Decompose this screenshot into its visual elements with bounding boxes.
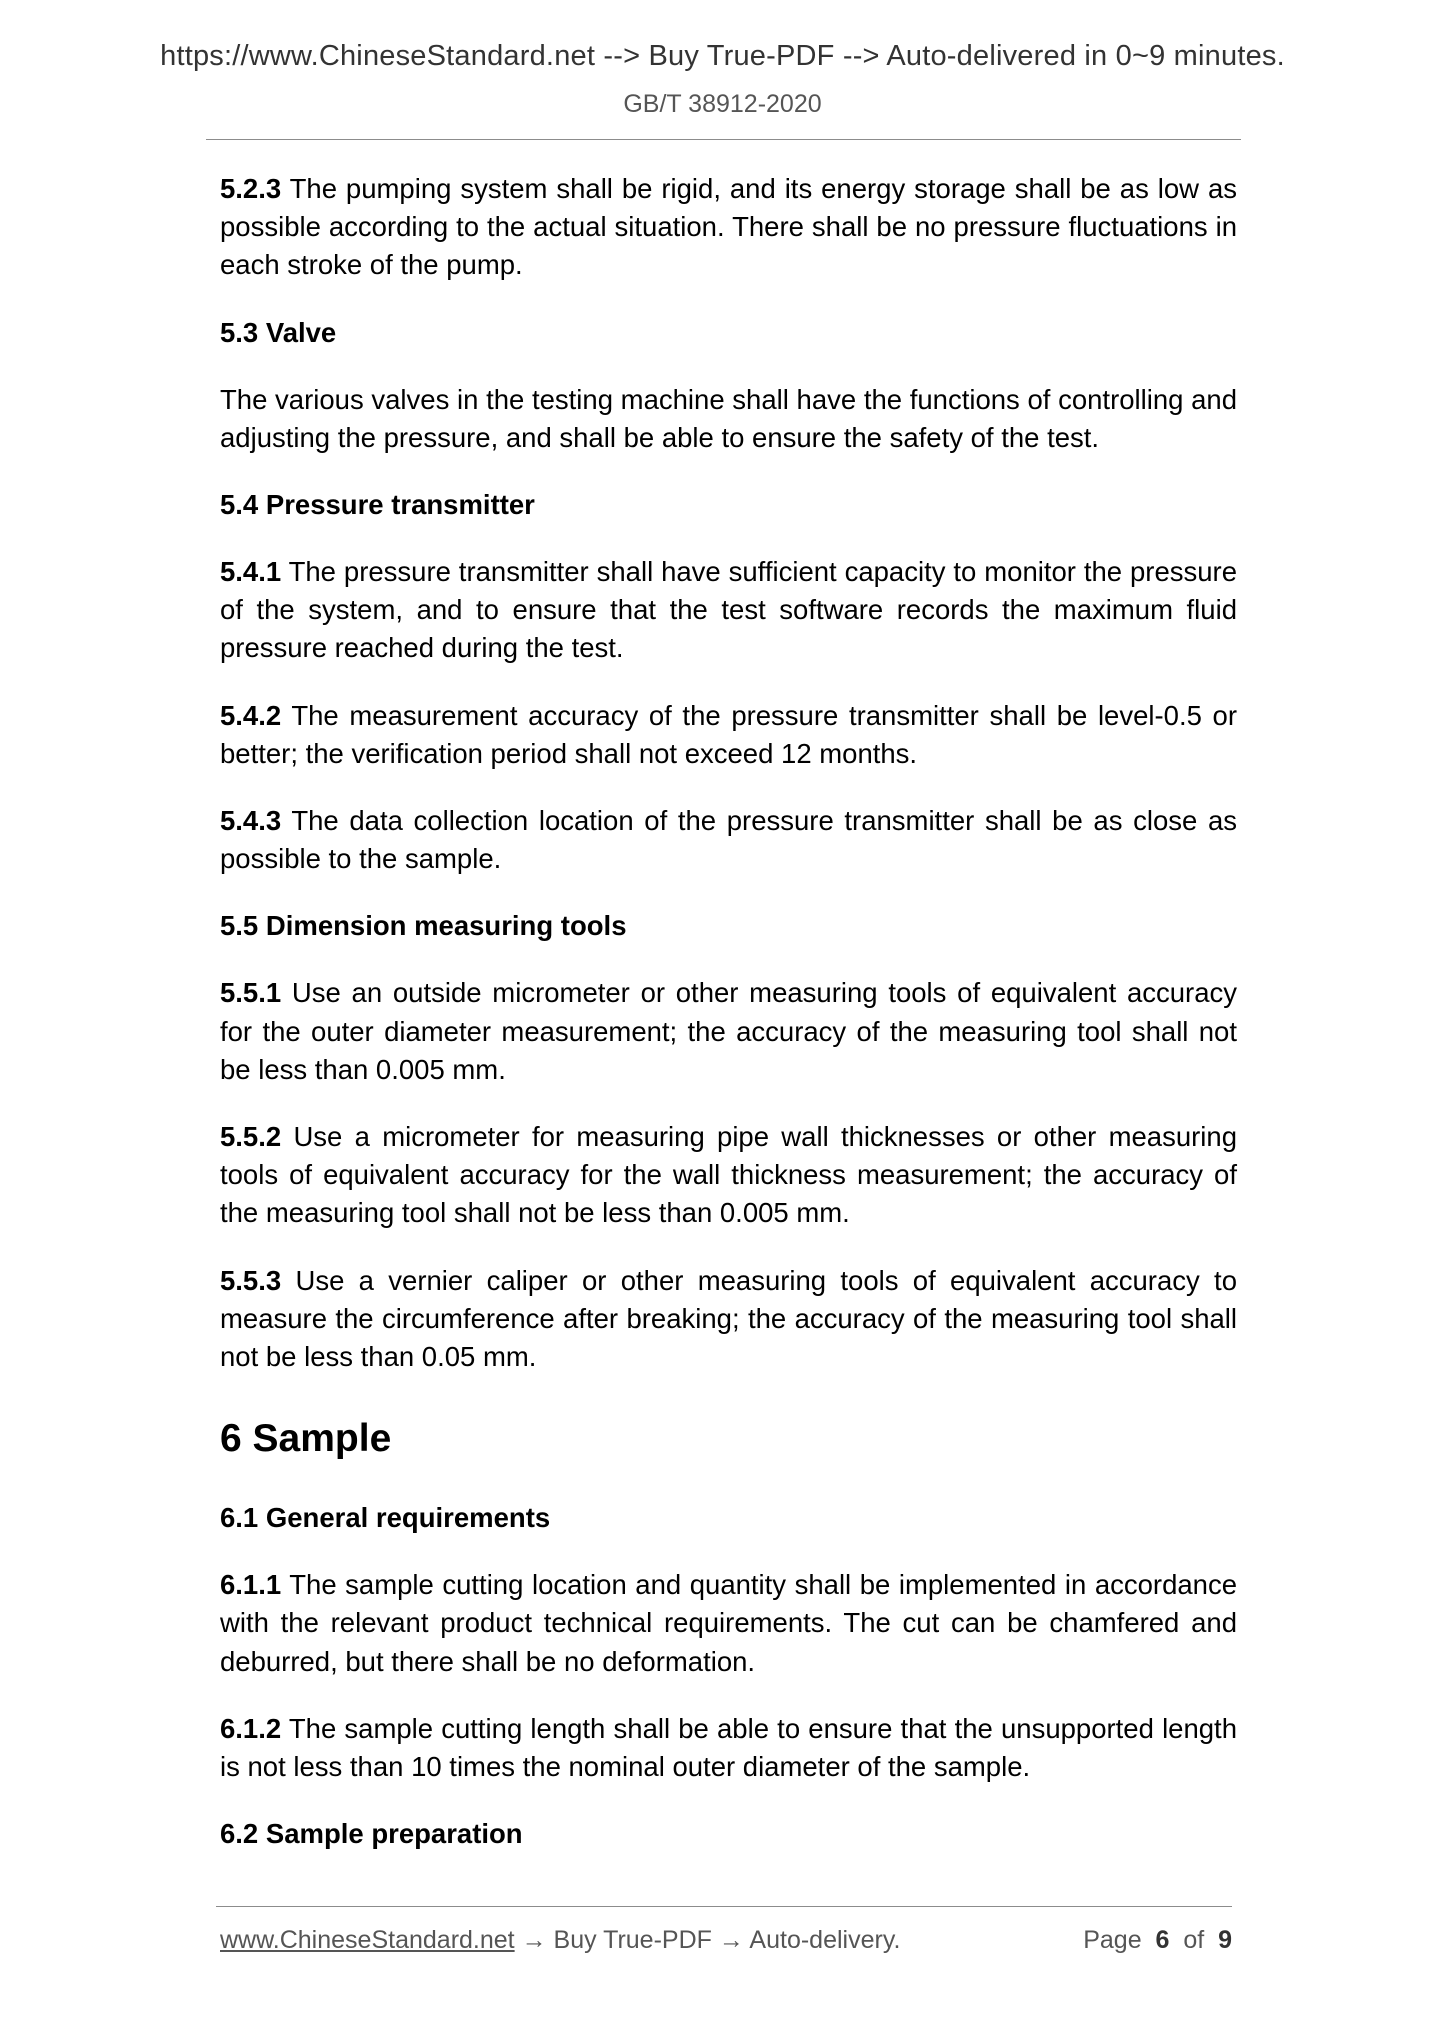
page-label: Page — [1083, 1926, 1142, 1954]
of-label: of — [1183, 1926, 1205, 1954]
clause-number: 5.5.3 — [220, 1264, 282, 1296]
total-pages: 9 — [1218, 1926, 1232, 1954]
clause-6-1-1 — [220, 1566, 1237, 1681]
clause-text: Use an outside micrometer or other measuring tools of equivalent accuracy for the outer diameter measurement; the accuracy of the measuring tool shall not be less than 0.005 mm. — [220, 977, 1237, 1085]
clause-number: 5.4.3 — [220, 805, 282, 837]
header-divider — [206, 139, 1241, 140]
page-number — [1083, 1926, 1232, 1955]
heading-5-5: 5.5 Dimension measuring tools — [220, 910, 627, 942]
clause-5-5-1 — [220, 974, 1237, 1089]
chapter-heading-6: 6 Sample — [220, 1417, 392, 1461]
footer-delivery-text: Auto-delivery. — [749, 1926, 901, 1954]
heading-6-1: 6.1 General requirements — [220, 1502, 551, 1534]
clause-5-5-3 — [220, 1262, 1237, 1377]
clause-number: 5.4.1 — [220, 556, 282, 588]
header-standard-code: GB/T 38912-2020 — [623, 90, 822, 118]
clause-5-5-2 — [220, 1118, 1237, 1233]
document-body — [220, 170, 1237, 1882]
heading-6-2: 6.2 Sample preparation — [220, 1818, 523, 1850]
clause-text: Use a micrometer for measuring pipe wall thicknesses or other measuring tools of equivalent accuracy for the wall thickness measurement; the accuracy of the measuring tool shall not be less than 0.005 mm. — [220, 1121, 1237, 1229]
clause-text: The measurement accuracy of the pressure transmitter shall be level-0.5 or better; the verification period shall not exceed 12 months. — [220, 699, 1237, 769]
footer-arrow-icon: → — [711, 1926, 750, 1954]
clause-number: 5.4.2 — [220, 699, 282, 731]
heading-5-4: 5.4 Pressure transmitter — [220, 489, 535, 521]
clause-text: The sample cutting location and quantity shall be implemented in accordance with the relevant product technical requirements. The cut can be chamfered and deburred, but there shall be no deformation. — [220, 1569, 1237, 1677]
clause-number: 5.5.1 — [220, 977, 282, 1009]
clause-text: The data collection location of the pressure transmitter shall be as close as possible to the sample. — [220, 805, 1237, 875]
footer-site-link[interactable]: www.ChineseStandard.net — [220, 1926, 515, 1954]
clause-5-4-2 — [220, 697, 1237, 773]
clause-5-4-3 — [220, 802, 1237, 878]
paragraph-5-3: The various valves in the testing machine shall have the functions of controlling and adjusting the pressure, and shall be able to ensure the safety of the test. — [220, 383, 1237, 453]
heading-5-3: 5.3 Valve — [220, 316, 337, 348]
clause-text: The sample cutting length shall be able to ensure that the unsupported length is not less than 10 times the nominal outer diameter of the sample. — [220, 1712, 1237, 1783]
clause-number: 6.1.1 — [220, 1569, 282, 1601]
clause-5-4-1 — [220, 553, 1237, 668]
current-page: 6 — [1155, 1926, 1170, 1954]
clause-number: 6.1.2 — [220, 1712, 282, 1744]
clause-6-1-2 — [220, 1710, 1237, 1786]
clause-5-2-3 — [220, 170, 1237, 285]
footer-arrow-icon: → — [514, 1926, 554, 1954]
clause-text: Use a vernier caliper or other measuring tools of equivalent accuracy to measure the circumference after breaking; the accuracy of the measuring tool shall not be less than 0.05 mm. — [220, 1264, 1237, 1373]
footer-buy-text: Buy True-PDF — [553, 1926, 712, 1954]
clause-number: 5.2.3 — [220, 173, 282, 204]
footer-divider — [216, 1906, 1232, 1907]
footer-promo — [220, 1926, 900, 1955]
header-url-line: https://www.ChineseStandard.net --> Buy True-PDF --> Auto-delivered in 0~9 minutes. — [160, 40, 1285, 72]
clause-text: The pressure transmitter shall have sufficient capacity to monitor the pressure of the system, and to ensure that the test software records the maximum fluid pressure reached during the test. — [220, 556, 1237, 664]
clause-number: 5.5.2 — [220, 1121, 282, 1153]
clause-text: The pumping system shall be rigid, and its energy storage shall be as low as possible according to the actual situation. There shall be no pressure fluctuations in each stroke of the pump. — [220, 173, 1237, 281]
